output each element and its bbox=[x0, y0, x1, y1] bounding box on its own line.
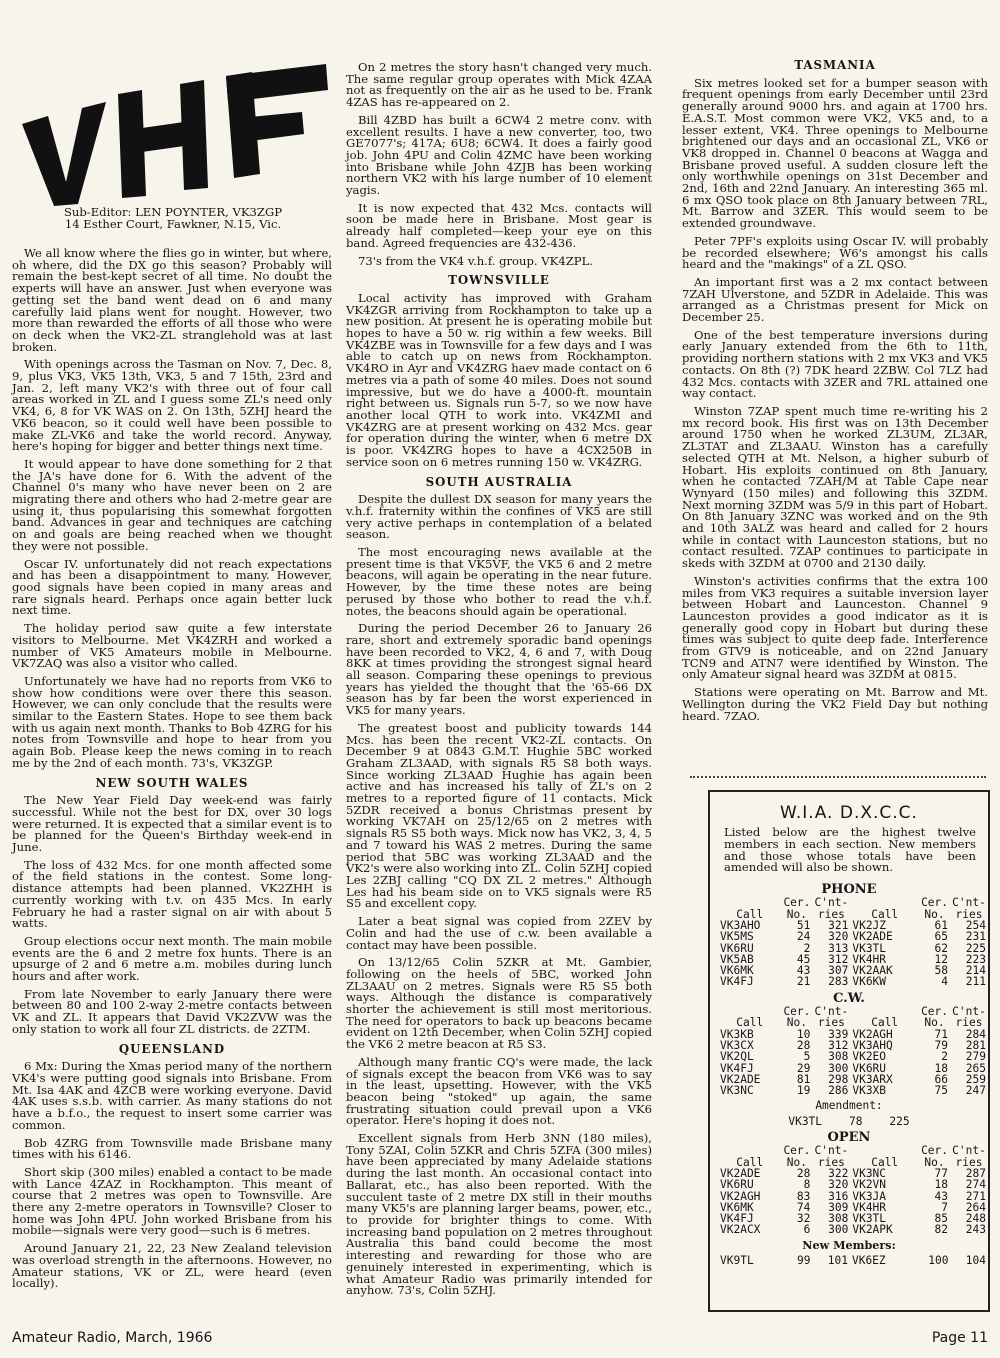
paragraph: The greatest boost and publicity towards 144 Mcs. has been the recent VK2-ZL contacts. On December 9 at 0843 G.M.T. Hughie 5BC worked Graham ZL3AAD, with signals R5 S8 both ways. Since working ZL3AAD Hughie has again been active and has increased his tally of ZL's on 2 metres to a reported figure of 11 contacts. Mick 5ZDR received a bonus Christmas present by working VK7AH on 25/12/65 on 2 metres with signals R5 S5 both ways. Mick now has VK2, 3, 4, 5 and 7 toward his WAS 2 metres. During the same period that 5BC was working ZL3AAD and the VK2's were also working into ZL. Colin 5ZHJ copied Les 2ZBJ calling "CQ DX ZL 2 metres." Although Les had his beam side on to VK5 signals were R5 S5 and excellent copy. bbox=[346, 720, 652, 911]
table-cell: 7 bbox=[941, 1200, 949, 1214]
paragraph: 6 Mx: During the Xmas period many of the northern VK4's were putting good signals into Brisbane. From Mt. Isa 4AK and 4ZCB were working everyone. David 4AK uses s.s.b. with carrier. As many stations do not have a b.f.o., the request to insert some carrier was common. bbox=[12, 1059, 332, 1132]
table-cell: 321 bbox=[828, 919, 849, 932]
table-cell: 2 bbox=[803, 941, 811, 955]
table-cell: 18 bbox=[934, 1178, 949, 1192]
table-header-cell: No. bbox=[924, 1016, 945, 1030]
section-heading-townsville: TOWNSVILLE bbox=[448, 273, 550, 288]
table-cell: VK3XB bbox=[852, 1084, 887, 1098]
paragraph: Although many frantic CQ's were made, the lack of signals except the beacon from VK6 was to say in the least, upsetting. However, with the VK5 beacon being "stoked" up again, the same frustrating situation could prevail upon a VK6 operator. Here's hoping it does not. bbox=[346, 1054, 652, 1128]
table-cell: VK3KB bbox=[720, 1027, 754, 1041]
table-cell: 248 bbox=[965, 1212, 986, 1226]
table-header-cell: C'nt- bbox=[952, 1144, 986, 1158]
paragraph: It would appear to have done something for 2 that the JA's have done for 6. With the advent of the Channel 0's many who have never been on 2 are migrating there and others who had 2-metre gear are using it, thus popularising this somewhat forgotten band. Advances in gear and techniques are catching on and goals are being reached when we thought they were not possible. bbox=[12, 456, 332, 553]
table-header-cell bbox=[718, 1145, 781, 1156]
table-header-cell bbox=[850, 897, 919, 908]
table-cell: VK2ACX bbox=[720, 1223, 761, 1237]
table-cell: VK3TL bbox=[852, 1212, 887, 1226]
table-cell: 24 bbox=[796, 930, 811, 944]
paragraph: Later a beat signal was copied from 2ZEV by Colin and had the use of c.w. been available a contact may have been possible. bbox=[346, 914, 652, 952]
table-cell: 10 bbox=[796, 1027, 811, 1041]
table-cell: 58 bbox=[934, 964, 949, 978]
new-members-table bbox=[718, 1255, 988, 1266]
table-cell: 312 bbox=[828, 952, 849, 966]
new-members-label: New Members: bbox=[802, 1237, 896, 1252]
table-cell: VK2ADE bbox=[720, 1166, 761, 1180]
logo-letter-f-top bbox=[226, 64, 328, 102]
table-cell: 82 bbox=[934, 1223, 949, 1237]
table-cell: 66 bbox=[934, 1072, 949, 1086]
table-cell: VK2VN bbox=[852, 1178, 887, 1192]
table-cell: 21 bbox=[796, 975, 811, 989]
table-cell: 265 bbox=[965, 1061, 986, 1075]
table-cell: 284 bbox=[965, 1027, 986, 1041]
divider bbox=[690, 776, 986, 778]
paragraph: The loss of 432 Mcs. for one month affected some of the field stations in the contest. Some long-distance attempts had been planned. VK2ZHH is currently working with t.v. on 435 Mcs. In early February he had a raster signal on air with about 5 watts. bbox=[12, 857, 332, 931]
table-cell: 4 bbox=[941, 975, 949, 989]
vhf-logo bbox=[14, 64, 332, 206]
table-cell: 29 bbox=[796, 1061, 811, 1075]
table-cell: 309 bbox=[828, 1200, 849, 1214]
table-cell: VK2EO bbox=[852, 1050, 887, 1064]
table-cell: VK2ADE bbox=[720, 1072, 761, 1086]
table-header-cell: Cer. bbox=[921, 896, 949, 910]
paragraph: Winston 7ZAP spent much time re-writing his 2 mx record book. His first was on 13th December around 1750 when he worked ZL3UM, ZL3AR, ZL3TAT and ZL3AAU. Winston has a carefully selected QTH at Mt. Nelson, a higher suburb of Hobart. His exploits continued on 8th January, when he contacted 7ZAH/M at Table Cape near Wynyard (150 miles) and following this 3ZDM. Next morning 3ZDM was 5/9 in this part of Hobart. On 8th January 3ZNC was worked and on the 9th and 10th 3ALZ was heard and called for 2 hours while in contact with Launceston stations, but no contact resulted. 7ZAP continues to participate in skeds with 3ZDM at 0700 and 2130 daily. bbox=[682, 403, 988, 571]
paragraph: Unfortunately we have had no reports from VK6 to show how conditions were over there this season. However, we can only conclude that the results were similar to the Eastern States. Hope to see them back with us again next month. Thanks to Bob 4ZRG for his notes from Townsville and hope to hear from you again Bob. Please keep the news coming in to reach me by the 2nd of each month. 73's, VK3ZGP. bbox=[12, 673, 332, 770]
table-cell: 243 bbox=[965, 1223, 986, 1237]
table-cell: 77 bbox=[934, 1166, 949, 1180]
table-header-cell: ries bbox=[955, 907, 983, 921]
logo-letter-h-bar bbox=[142, 122, 184, 152]
paragraph: The holiday period saw quite a few interstate visitors to Melbourne. Met VK4ZRH and worked a number of VK5 Amateurs mobile in Melbourne. VK7ZAQ was also a visitor who called. bbox=[12, 621, 332, 671]
dxcc-box bbox=[708, 790, 990, 1312]
paragraph: Peter 7PF's exploits using Oscar IV. will probably be recorded elsewhere; W6's amongst his calls heard and the "makings" of a ZL QSO. bbox=[682, 233, 988, 272]
table-cell: VK4HR bbox=[852, 1200, 887, 1214]
table-cell: 104 bbox=[965, 1254, 986, 1268]
table-cell: 5 bbox=[803, 1050, 811, 1064]
table-header-cell: Call bbox=[871, 1155, 899, 1169]
table-cell: 32 bbox=[796, 1212, 811, 1226]
table-cell: VK3NC bbox=[720, 1084, 754, 1098]
cw-heading: C.W. bbox=[833, 990, 865, 1006]
table-cell: VK3TL bbox=[852, 941, 887, 955]
table-header-cell: ries bbox=[955, 1155, 983, 1169]
section-heading-queensland: QUEENSLAND bbox=[118, 1041, 226, 1056]
table-header-cell: Cer. bbox=[921, 1144, 949, 1158]
table-cell: VK6RU bbox=[720, 1178, 754, 1192]
table-cell: VK6MK bbox=[720, 1200, 754, 1214]
paragraph: Local activity has improved with Graham VK4ZGR arriving from Rockhampton to take up a new position. At present he is operating mobile but hopes to have a 50 w. rig within a few weeks. Bill VK4ZBE was in Townsville for a few days and I was able to catch up on news from Rockhampton. VK4RO in Ayr and VK4ZRG haev made contact on 6 metres via a path of some 40 miles. Does not sound impressive, but we do have a 4000-ft. mountain right between us. Signals run 5-7, so we now have another local QTH to work into. VK4ZMI and VK4ZRG are at present working on 432 Mcs. gear for operation during the winter, when 6 metre DX is poor. VK4ZRG hopes to have a 4CX250B in service soon on 6 metres running 150 w. VK4ZRG. bbox=[346, 290, 652, 469]
paragraph: Around January 21, 22, 23 New Zealand television was overload strength in the afternoons. However, no Amateur stations, VK or ZL, were heard (even locally). bbox=[12, 1241, 332, 1291]
table-cell: VK2AGH bbox=[852, 1027, 893, 1041]
table-header-cell: C'nt- bbox=[814, 1144, 849, 1158]
table-cell: VK4HR bbox=[852, 952, 887, 966]
paragraph: Winston's activities confirms that the extra 100 miles from VK3 requires a suitable inversion layer between Hobart and Launceston. Channel 9 Launceston provides a good indicator as it is generally good copy in Hobart but during these times was subject to quite deep fade. Interference from GTV9 is noticeable, and on 22nd January TCN9 and ATN7 were identified by Winston. The only Amateur signal heard was 3ZDM at 0815. bbox=[682, 573, 988, 682]
table-header-cell: ries bbox=[955, 1016, 983, 1030]
table-cell: 231 bbox=[965, 930, 986, 944]
table-header-cell: No. bbox=[786, 907, 808, 921]
table-cell: 75 bbox=[934, 1084, 949, 1098]
table-cell: 286 bbox=[828, 1084, 849, 1098]
table-cell: VK5AB bbox=[720, 952, 754, 966]
amendment-label: Amendment: bbox=[815, 1099, 883, 1113]
table-cell: 83 bbox=[796, 1189, 811, 1203]
paragraph: An important first was a 2 mx contact between 7ZAH Ulverstone, and 5ZDR in Adelaide. This was arranged as a Christmas present for Mick on December 25. bbox=[682, 274, 988, 325]
paragraph: Oscar IV. unfortunately did not reach expectations and has been a disappointment to many. However, good signals have been copied in many areas and rare signals heard. Perhaps once again better luck next time. bbox=[12, 556, 332, 618]
table-cell: 74 bbox=[796, 1200, 811, 1214]
table-cell: 8 bbox=[803, 1178, 811, 1192]
table-cell: 62 bbox=[934, 941, 949, 955]
table-cell: 43 bbox=[796, 964, 811, 978]
table-cell: 19 bbox=[796, 1084, 811, 1098]
table-cell: 12 bbox=[934, 952, 949, 966]
table-row bbox=[718, 1085, 988, 1096]
table-header-cell: No. bbox=[924, 907, 945, 921]
table-header-cell: ries bbox=[817, 1155, 845, 1169]
table-cell: 71 bbox=[934, 1027, 949, 1041]
table-cell: VK3AHO bbox=[720, 919, 761, 932]
table-row bbox=[718, 976, 988, 987]
table-cell: VK9TL bbox=[720, 1254, 754, 1268]
table-cell: 2 bbox=[941, 1050, 949, 1064]
table-cell: 61 bbox=[934, 919, 949, 932]
section-heading-nsw: NEW SOUTH WALES bbox=[95, 775, 249, 790]
table-cell: 298 bbox=[828, 1072, 849, 1086]
table-header-cell: Cer. bbox=[783, 1005, 811, 1019]
sub-editor-address: 14 Esther Court, Fawkner, N.15, Vic. bbox=[64, 217, 282, 231]
table-cell: 271 bbox=[965, 1189, 986, 1203]
paragraph: We all know where the flies go in winter, but where, oh where, did the DX go this season? Probably will remain the best-kept secret of all time. No doubt the experts will have an answer. Just when everyone was getting set the band went dead on 6 and many carefully laid plans went for nought. However, two more than rewarded the efforts of all those who were on deck when the VK2-ZL stranglehold was at last broken. bbox=[12, 246, 332, 354]
table-row bbox=[718, 1051, 988, 1062]
table-cell: VK4FJ bbox=[720, 1061, 754, 1075]
table-header-cell: Call bbox=[736, 1155, 764, 1169]
column-2 bbox=[346, 62, 652, 1303]
sub-editor-block bbox=[14, 206, 332, 230]
paragraph: Short skip (300 miles) enabled a contact to be made with Lance 4ZAZ in Rockhampton. This meant of course that 2 metres was open to Townsville. Are there any 2-metre operators in Townsville? Closer to home was John 4PU. John worked Brisbane from his mobile—signals were very good—such is 6 metres. bbox=[12, 1164, 332, 1238]
table-header-cell: Call bbox=[736, 1016, 764, 1030]
paragraph: Excellent signals from Herb 3NN (180 miles), Tony 5ZAI, Colin 5ZKR and Chris 5ZFA (300 miles) have been appreciated by many Adelaide stations during the last month. An occasional contact into Ballarat, etc., has also been reported. With the succulent taste of 2 metre DX still in their mouths many VK5's are planning larger beams, power, etc., to provide for brighter things to come. With increasing band population on 2 metres throughout Australia this band could become the most interesting and rewarding for those who are genuinely interested in experimenting, which is what Amateur Radio was primarily intended for anyhow. 73's, Colin 5ZHJ. bbox=[346, 1131, 652, 1298]
table-header-cell: Call bbox=[871, 1016, 899, 1030]
cw-table bbox=[718, 1006, 988, 1096]
paragraph: Despite the dullest DX season for many years the v.h.f. fraternity within the confines of VK5 are still very active perhaps in contemplation of a belated season. bbox=[346, 492, 652, 542]
table-header-cell: C'nt- bbox=[814, 896, 849, 910]
table-cell: VK6MK bbox=[720, 964, 754, 978]
table-cell: VK3JA bbox=[852, 1189, 887, 1203]
table-cell: 6 bbox=[803, 1223, 811, 1237]
table-cell: 99 bbox=[797, 1254, 811, 1268]
table-cell: VK3CX bbox=[720, 1038, 754, 1052]
table-cell: VK6KW bbox=[852, 975, 887, 989]
table-header-cell bbox=[850, 1145, 919, 1156]
table-cell: VK2QL bbox=[720, 1050, 754, 1064]
section-heading-south-australia: SOUTH AUSTRALIA bbox=[425, 474, 573, 489]
table-cell: 316 bbox=[828, 1189, 849, 1203]
column-3 bbox=[682, 60, 988, 728]
amendment-cer: 78 bbox=[848, 1114, 863, 1128]
table-cell: 300 bbox=[828, 1223, 849, 1237]
table-cell: 264 bbox=[965, 1200, 986, 1214]
table-cell: 45 bbox=[796, 952, 811, 966]
table-cell: 51 bbox=[796, 919, 811, 932]
paragraph: The most encouraging news available at the present time is that VK5VF, the VK5 6 and 2 metre beacons, will again be operating in the near future. However, by the time these notes are being perused by those who bother to read the v.h.f. notes, the beacons should again be operational. bbox=[346, 545, 652, 618]
phone-table bbox=[718, 897, 988, 987]
paragraph: Bill 4ZBD has built a 6CW4 2 metre conv. with excellent results. I have a new converter, too, two GE7077's; 417A; 6U8; 6CW4. It does a fairly good job. John 4PU and Colin 4ZMC have been working into Brisbane while John 4ZJB has been working northern VK2 with his large number of 10 element yagis. bbox=[346, 112, 652, 198]
table-header-cell: C'nt- bbox=[814, 1005, 849, 1019]
table-cell: 300 bbox=[828, 1061, 849, 1075]
paragraph: The New Year Field Day week-end was fairly successful. While not the best for DX, over 30 logs were returned. It is expected that a similar event is to be planned for the Queen's Birthday week-end in June. bbox=[12, 793, 332, 855]
column-1 bbox=[12, 248, 332, 1296]
table-cell: 320 bbox=[828, 930, 849, 944]
paragraph: On 13/12/65 Colin 5ZKR at Mt. Gambier, following on the heels of 5BC, worked John ZL3AAU on 2 metres. Signals were R5 S5 both ways. Although the distance is comparatively shorter the achievement is still most meritorious. The need for operators to back up beacons became evident on 12th December, when Colin 5ZHJ copied the VK6 2 metre beacon at R5 S3. bbox=[346, 955, 652, 1052]
paragraph: Bob 4ZRG from Townsville made Brisbane many times with his 6146. bbox=[12, 1135, 332, 1162]
table-row bbox=[718, 1179, 988, 1190]
table-cell: VK3NC bbox=[852, 1166, 887, 1180]
table-header-cell: No. bbox=[786, 1155, 808, 1169]
table-cell: 283 bbox=[828, 975, 849, 989]
table-cell: 312 bbox=[828, 1038, 849, 1052]
table-row bbox=[718, 1224, 988, 1235]
table-cell: 313 bbox=[828, 941, 849, 955]
table-header-cell: ries bbox=[817, 1016, 845, 1030]
table-cell: 211 bbox=[965, 975, 986, 989]
table-cell: VK2APK bbox=[852, 1223, 893, 1237]
table-cell: 320 bbox=[828, 1178, 849, 1192]
sub-editor-name: Sub-Editor: LEN POYNTER, VK3ZGP bbox=[63, 205, 283, 219]
table-cell: 322 bbox=[828, 1166, 849, 1180]
table-cell: 287 bbox=[965, 1166, 986, 1180]
table-cell: 100 bbox=[928, 1254, 949, 1268]
paragraph: 73's from the VK4 v.h.f. group. VK4ZPL. bbox=[358, 253, 593, 268]
dxcc-intro: Listed below are the highest twelve members in each section. New members and those whose totals have been amended will also be shown. bbox=[724, 825, 976, 875]
table-header-cell bbox=[718, 897, 781, 908]
paragraph: On 2 metres the story hasn't changed very much. The same regular group operates with Mick 4ZAA not as frequently on the air as he used to be. Frank 4ZAS has re-appeared on 2. bbox=[346, 60, 652, 110]
paragraph: It is now expected that 432 Mcs. contacts will soon be made here in Brisbane. Most gear is already half completed—keep your eye on this band. Agreed frequencies are 432-436. bbox=[346, 200, 652, 250]
table-cell: 259 bbox=[965, 1072, 986, 1086]
table-cell: 339 bbox=[828, 1027, 849, 1041]
table-header-cell: Call bbox=[871, 907, 899, 921]
footer-page-number: Page 11 bbox=[931, 1330, 988, 1346]
table-cell: 18 bbox=[934, 1061, 949, 1075]
table-cell: VK5MS bbox=[720, 930, 754, 944]
table-cell: 85 bbox=[934, 1212, 949, 1226]
table-cell: 223 bbox=[965, 952, 986, 966]
table-header-cell: No. bbox=[924, 1155, 945, 1169]
table-cell: VK4FJ bbox=[720, 975, 754, 989]
logo-letter-h-left bbox=[118, 90, 146, 198]
table-cell: 279 bbox=[965, 1050, 986, 1064]
amendment-row bbox=[710, 1116, 988, 1127]
table-cell: 81 bbox=[796, 1072, 811, 1086]
paragraph: During the period December 26 to January 26 rare, short and extremely sporadic band openings have been recorded to VK2, 4, 6 and 7, with Doug 8KK at times providing the strongest signal heard all season. Comparing these openings to previous years has yielded the thought that the '65-66 DX season has by far been the worst experienced in VK5 for many years. bbox=[346, 621, 652, 718]
table-cell: 281 bbox=[965, 1038, 986, 1052]
table-cell: VK3AHQ bbox=[852, 1038, 893, 1052]
table-cell: 101 bbox=[827, 1254, 848, 1268]
table-header-cell: Call bbox=[736, 907, 764, 921]
table-cell: VK4FJ bbox=[720, 1212, 754, 1226]
paragraph: Group elections occur next month. The main mobile events are the 6 and 2 metre fox hunts. There is an upsurge of 2 and 6 metre a.m. mobiles during lunch hours and after work. bbox=[12, 933, 332, 984]
amendment-countries: 225 bbox=[889, 1114, 910, 1128]
table-cell: VK6EZ bbox=[851, 1254, 886, 1268]
table-header-cell: ries bbox=[817, 907, 845, 921]
table-cell: VK6RU bbox=[852, 1061, 887, 1075]
table-cell: 79 bbox=[934, 1038, 949, 1052]
table-cell: 65 bbox=[934, 930, 949, 944]
table-cell: 247 bbox=[965, 1084, 986, 1098]
table-cell: VK2AAK bbox=[852, 964, 893, 978]
table-header-cell: Cer. bbox=[921, 1005, 949, 1019]
paragraph: One of the best temperature inversions during early January extended from the 6th to 11th, providing northern stations with 2 mx VK3 and VK5 contacts. On 8th (?) 7DK heard 2ZBW. Col 7LZ had 432 Mcs. contacts with 3ZER and 7RL attained one way contact. bbox=[682, 327, 988, 401]
table-cell: 28 bbox=[796, 1166, 811, 1180]
logo-letter-v bbox=[22, 102, 106, 206]
table-cell: 28 bbox=[796, 1038, 811, 1052]
table-header-cell: Cer. bbox=[783, 1144, 811, 1158]
paragraph: From late November to early January there were between 80 and 100 2-way 2-metre contacts between VK and ZL. It appears that David VK2ZVW was the only station to work all four ZL districts. de 2ZTM. bbox=[12, 986, 332, 1036]
open-table bbox=[718, 1145, 988, 1235]
logo-letter-h-right bbox=[180, 80, 208, 190]
footer-title: Amateur Radio, March, 1966 bbox=[12, 1330, 213, 1346]
open-heading: OPEN bbox=[827, 1130, 871, 1146]
table-cell: VK2AGH bbox=[720, 1189, 761, 1203]
table-cell: 43 bbox=[934, 1189, 949, 1203]
table-header-cell: Cer. bbox=[783, 896, 811, 910]
table-header-cell: C'nt- bbox=[952, 896, 986, 910]
dxcc-title: W.I.A. D.X.C.C. bbox=[780, 803, 918, 823]
phone-heading: PHONE bbox=[821, 882, 877, 898]
paragraph: Stations were operating on Mt. Barrow and Mt. Wellington during the VK2 Field Day but nothing heard. 7ZAO. bbox=[682, 685, 988, 723]
table-cell: 308 bbox=[828, 1050, 849, 1064]
table-cell: 254 bbox=[965, 919, 986, 932]
paragraph: Six metres looked set for a bumper season with frequent openings from early December until 23rd generally around 9000 hrs. and again at 1700 hrs. E.A.S.T. Most common were VK2, VK5 and, to a lesser extent, VK4. Three openings to Melbourne brightened our days and an occasional ZL, VK6 or VK8 dropped in. Channel 0 beacons at Wagga and Brisbane proved useful. A sudden closure left the only worthwhile openings on 31st December and 2nd, 16th and 22nd January. An interesting 365 ml. 6 mx QSO took place on 8th January between 7RL, Mt. Barrow and 3ZER. This would seem to be extended groundwave. bbox=[682, 75, 988, 231]
table-row bbox=[718, 1255, 988, 1266]
table-cell: VK3ARX bbox=[852, 1072, 893, 1086]
table-cell: 308 bbox=[828, 1212, 849, 1226]
table-row bbox=[718, 931, 988, 942]
table-cell: 274 bbox=[965, 1178, 986, 1192]
table-cell: 225 bbox=[965, 941, 986, 955]
table-cell: VK6RU bbox=[720, 941, 754, 955]
table-cell: VK2JZ bbox=[852, 919, 887, 932]
table-cell: 214 bbox=[965, 964, 986, 978]
table-cell: VK2ADE bbox=[852, 930, 893, 944]
section-heading-tasmania: TASMANIA bbox=[794, 58, 876, 72]
logo-text: VHF bbox=[164, 204, 167, 205]
amendment-call: VK3TL bbox=[788, 1114, 823, 1128]
paragraph: With openings across the Tasman on Nov. 7, Dec. 8, 9, plus VK3, VK5 13th, VK3, 5 and 7 15th, 23rd and Jan. 2, left many VK2's with three out of four call areas worked in ZL and I guess some ZL's need only VK4, 6, 8 for VK WAS on 2. On 13th, 5ZHJ heard the VK6 beacon, so it could well have been possible to make ZL-VK6 and take the world record. Anyway, here's hoping for bigger and better things next time. bbox=[12, 357, 332, 454]
table-header-cell: No. bbox=[786, 1016, 808, 1030]
table-header-cell: C'nt- bbox=[952, 1005, 986, 1019]
table-cell: 307 bbox=[828, 964, 849, 978]
